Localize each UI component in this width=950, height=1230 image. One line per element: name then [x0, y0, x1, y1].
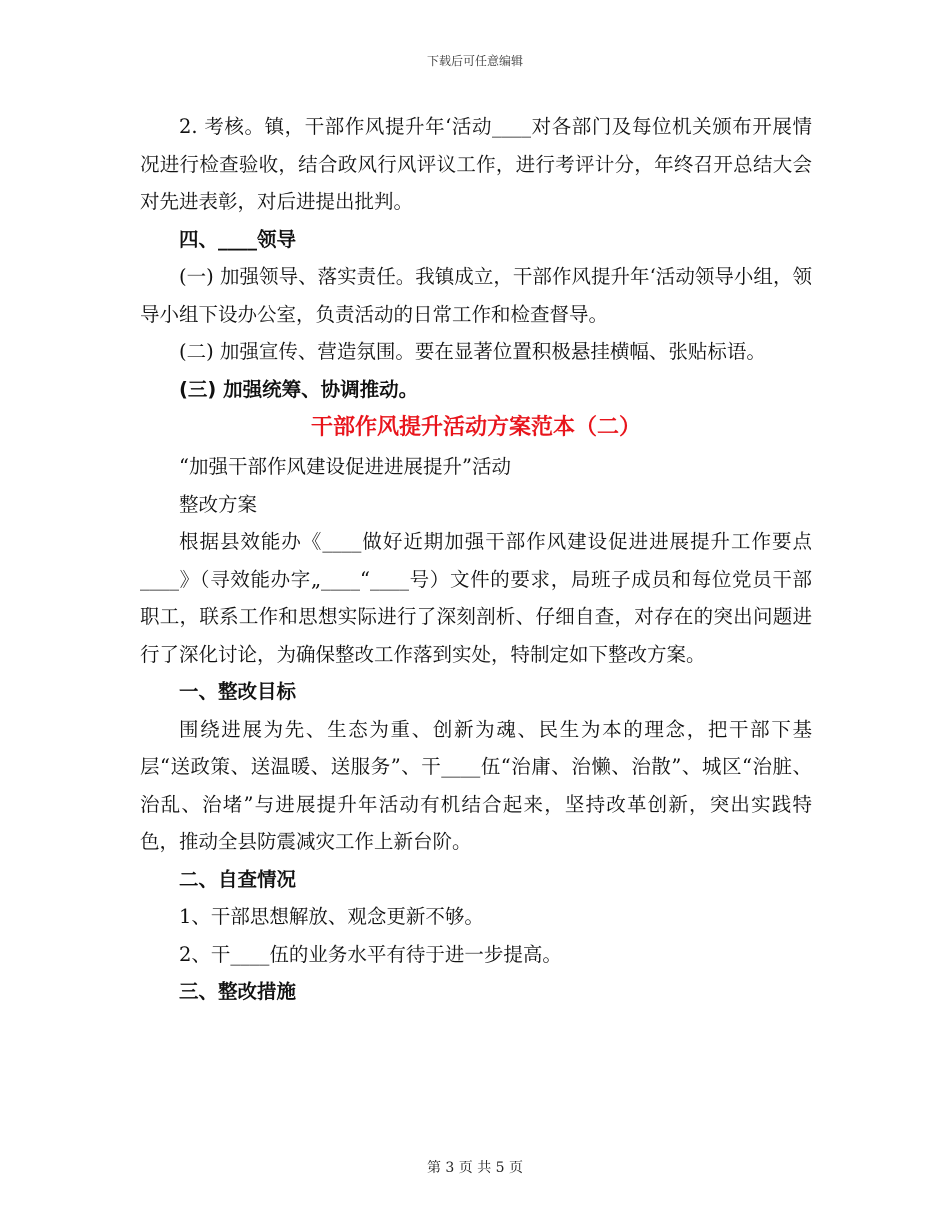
paragraph-intro: 根据县效能办《____做好近期加强干部作风建设促进进展提升工作要点____》（寻效能办字„____“____号）文件的要求，局班子成员和每位党员干部职工，联系工作和思想实际进行了深刻剖析、仔细自查，对存在的突出问题进行了深化讨论，为确保整改工作落到实处，特制定如下整改方案。: [140, 530, 812, 666]
document-title: 干部作风提升活动方案范本（二）: [310, 415, 641, 440]
paragraph-leadership-1: (一) 加强领导、落实责任。我镇成立，干部作风提升年‘活动领导小组，领导小组下设办公室，负责活动的日常工作和检查督导。: [140, 265, 812, 326]
section-heading-measures: 三、整改措施: [179, 980, 297, 1003]
plan-subtitle: 整改方案: [179, 492, 258, 516]
paragraph-assessment: 2. 考核。镇，干部作风提升年‘活动____对各部门及每位机关颁布开展情况进行检查验收，结合政风行风评议工作，进行考评计分，年终召开总结大会对先进表彰，对后进提出批判。: [140, 115, 812, 213]
activity-name: “加强干部作风建设促进进展提升”活动: [179, 455, 511, 478]
page-number: 第 3 页 共 5 页: [426, 1160, 524, 1176]
document-body: [140, 108, 812, 1011]
page-header: 下载后可任意编辑: [426, 54, 523, 68]
paragraph-leadership-2: (二) 加强宣传、营造氛围。要在显著位置积极悬挂横幅、张贴标语。: [179, 340, 766, 363]
section-heading-leadership: 四、____领导: [179, 227, 297, 251]
section-heading-goals: 一、整改目标: [179, 680, 297, 703]
list-item-self-check-2: 2、干____伍的业务水平有待于进一步提高。: [179, 942, 562, 966]
paragraph-goals: 围绕进展为先、生态为重、创新为魂、民生为本的理念，把干部下基层“送政策、送温暖、送服务”、干____伍“治庸、治懒、治散”、城区“治脏、治乱、治堵”与进展提升年活动有机结合起来，坚持改革创新，突出实践特色，推动全县防震减灾工作上新台阶。: [140, 717, 812, 853]
list-item-self-check-1: 1、干部思想解放、观念更新不够。: [179, 905, 484, 928]
paragraph-leadership-3: (三) 加强统筹、协调推动。: [179, 377, 419, 401]
section-heading-self-check: 二、自查情况: [179, 867, 297, 891]
